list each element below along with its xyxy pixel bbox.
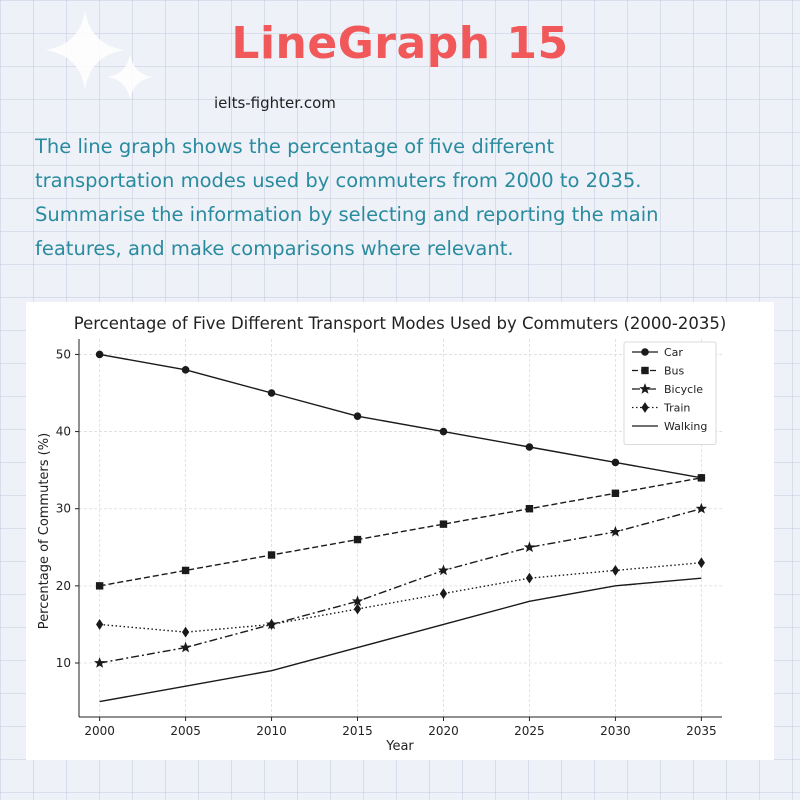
x-tick-label: 2020 <box>428 724 459 738</box>
prompt-line: The line graph shows the percentage of five different <box>35 135 555 158</box>
data-point-bus <box>612 490 618 496</box>
data-point-bus <box>268 552 274 558</box>
data-point-bus <box>182 567 188 573</box>
x-tick-label: 2030 <box>600 724 631 738</box>
task-prompt <box>35 130 795 266</box>
data-point-car <box>268 390 275 397</box>
legend-marker <box>642 367 648 373</box>
x-tick-label: 2000 <box>84 724 115 738</box>
x-tick-label: 2015 <box>342 724 373 738</box>
data-point-bicycle <box>95 659 104 667</box>
series-line-bus <box>100 478 702 586</box>
data-point-car <box>612 459 619 466</box>
data-point-train <box>183 628 189 637</box>
y-tick-label: 30 <box>55 501 71 516</box>
x-tick-label: 2025 <box>514 724 545 738</box>
prompt-line: transportation modes used by commuters from 2000 to 2035. <box>35 169 642 192</box>
legend-label: Train <box>664 401 691 415</box>
chart-panel <box>26 302 774 760</box>
data-point-bus <box>96 583 102 589</box>
data-point-car <box>440 428 447 435</box>
x-tick-label: 2035 <box>686 724 717 738</box>
chart-title: Percentage of Five Different Transport Modes Used by Commuters (2000-2035) <box>73 314 727 333</box>
data-point-train <box>97 620 103 629</box>
data-point-bicycle <box>439 566 448 574</box>
legend-label: Car <box>664 346 683 359</box>
axes <box>56 339 722 738</box>
site-name: ielts-fighter.com <box>214 94 336 112</box>
x-tick-label: 2010 <box>256 724 287 738</box>
data-point-car <box>96 351 103 358</box>
data-point-car <box>182 367 189 374</box>
y-tick-label: 40 <box>55 424 71 439</box>
y-axis-label: Percentage of Commuters (%) <box>37 432 52 630</box>
legend-label: Bicycle <box>664 383 704 396</box>
series-walking <box>100 578 702 701</box>
data-point-train <box>355 605 361 614</box>
series-line-walking <box>100 578 702 701</box>
x-tick-label: 2005 <box>170 724 201 738</box>
data-point-bus <box>440 521 446 527</box>
line-chart <box>26 302 774 760</box>
data-point-train <box>612 566 618 575</box>
data-point-train <box>698 558 704 567</box>
series-car <box>96 351 704 481</box>
data-point-bicycle <box>525 543 534 551</box>
data-point-bicycle <box>697 504 706 512</box>
data-point-train <box>440 589 446 598</box>
y-tick-label: 20 <box>55 578 71 593</box>
series-line-train <box>100 563 702 632</box>
series-layer <box>95 351 708 701</box>
data-point-bus <box>354 536 360 542</box>
data-point-bicycle <box>611 527 620 535</box>
page-title: LineGraph 15 <box>231 18 569 69</box>
data-point-car <box>526 444 533 451</box>
x-axis-label: Year <box>386 739 414 754</box>
legend-label: Bus <box>664 364 685 378</box>
y-tick-label: 10 <box>55 656 71 670</box>
data-point-bicycle <box>181 643 190 651</box>
prompt-line: features, and make comparisons where relevant. <box>35 237 514 260</box>
prompt-line: Summarise the information by selecting and reporting the main <box>35 203 659 226</box>
legend <box>624 342 716 445</box>
legend-label: Walking <box>664 420 708 433</box>
series-line-car <box>100 354 702 477</box>
data-point-bus <box>526 506 532 512</box>
data-point-car <box>354 413 361 420</box>
data-point-bus <box>698 475 704 481</box>
y-tick-label: 50 <box>55 347 71 362</box>
data-point-train <box>526 574 532 583</box>
legend-marker <box>642 349 649 356</box>
